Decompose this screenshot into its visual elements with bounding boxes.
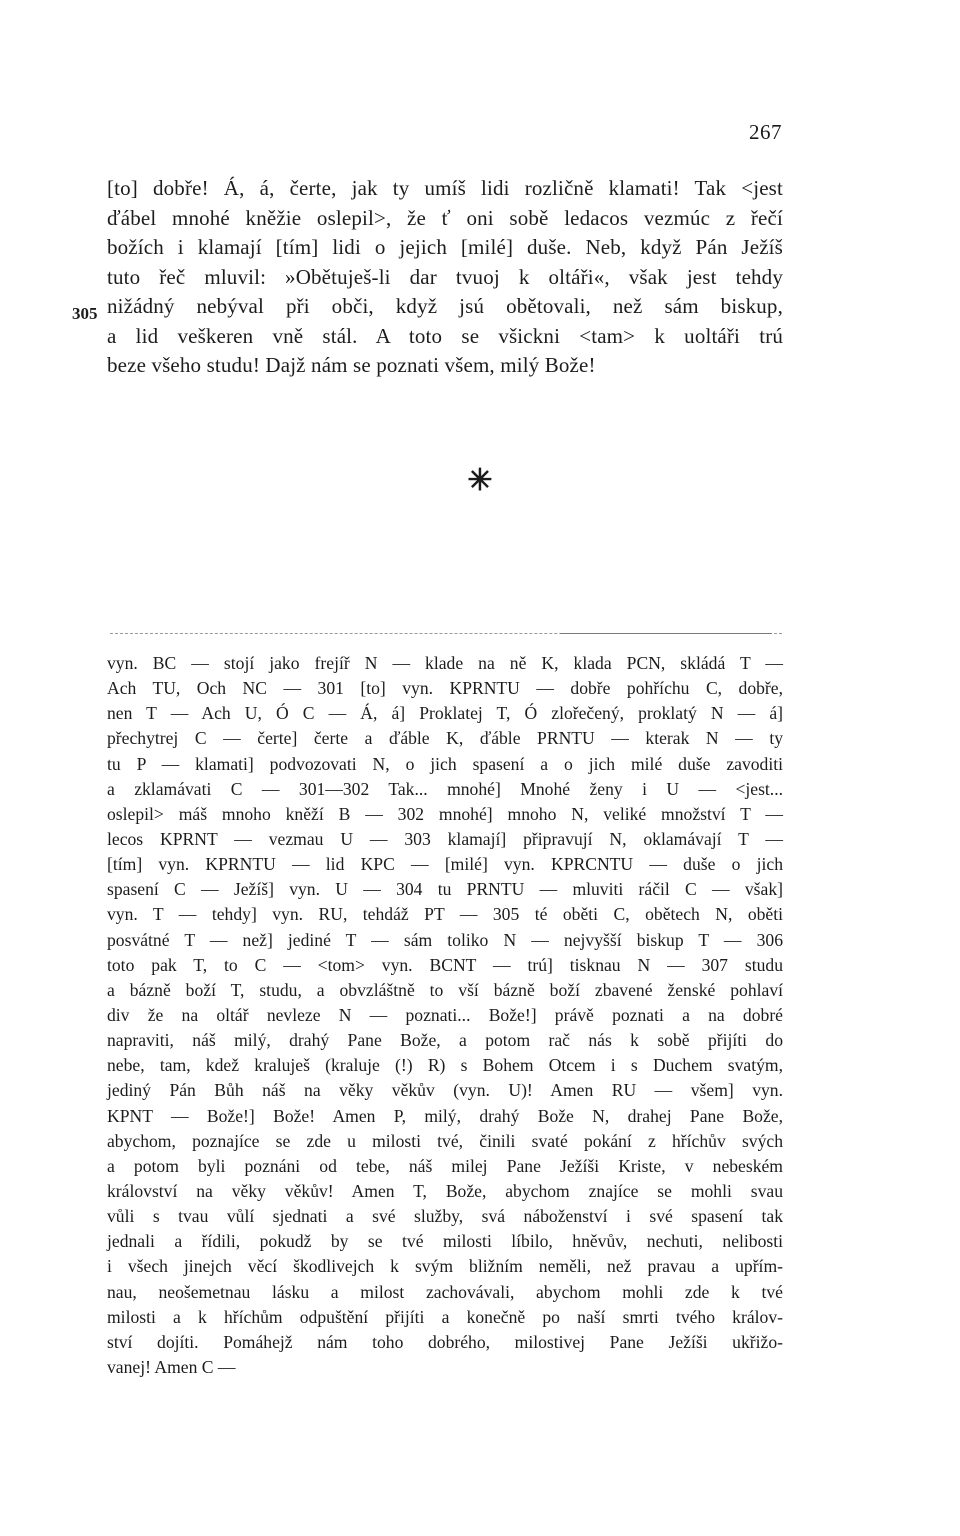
apparatus-line: oslepil> máš mnoho kněží B — 302 mnohé] mnoho N, veliké množství T — bbox=[107, 803, 783, 824]
apparatus-line: a bázně boží T, studu, a obvzláštně to vší bázně boží zbavené ženské pohlaví bbox=[107, 979, 783, 1000]
apparatus-line: jediný Pán Bůh náš na věky věkův (vyn. U)! Amen RU — všem] vyn. bbox=[107, 1080, 783, 1101]
main-text-line: tuto řeč mluvil: »Obětuješ-li dar tvuoj k oltáři«, však jest tehdy bbox=[107, 264, 783, 289]
apparatus-line: KPNT — Bože!] Bože! Amen P, milý, drahý Bože N, drahej Pane Bože, bbox=[107, 1105, 783, 1126]
main-text-line: beze všeho studu! Dajž nám se poznati všem, milý Bože! bbox=[107, 353, 596, 377]
apparatus-line: napraviti, náš milý, drahý Pane Bože, a potom rač nás k sobě přijíti do bbox=[107, 1030, 783, 1051]
apparatus-line: posvátné T — než] jediné T — sám toliko N — nejvyšší biskup T — 306 bbox=[107, 929, 783, 950]
apparatus-line: a potom byli poznáni od tebe, náš milej Pane Ježíši Kriste, v nebeském bbox=[107, 1155, 783, 1176]
apparatus-line: nen T — Ach U, Ó C — Á, á] Proklatej T, Ó zlořečený, proklatý N — á] bbox=[107, 703, 783, 724]
main-text bbox=[107, 174, 783, 381]
footnote-separator-rule bbox=[560, 633, 772, 634]
apparatus-line: toto pak T, to C — <tom> vyn. BCNT — trú] tisknau N — 307 studu bbox=[107, 954, 783, 975]
apparatus-line: spasení C — Ježíš] vyn. U — 304 tu PRNTU — mluviti ráčil C — však] bbox=[107, 879, 783, 900]
apparatus-line: tu P — klamati] podvozovati N, o jich spasení a o jich milé duše zavoditi bbox=[107, 753, 783, 774]
apparatus-line: vyn. BC — stojí jako frejíř N — klade na ně K, klada PCN, skládá T — bbox=[107, 653, 783, 673]
main-text-line: nižádný nebýval při obči, když jsú obětovali, než sám biskup, bbox=[107, 294, 783, 318]
apparatus-line: království na věky věkův! Amen T, Bože, abychom znajíce se mohli svau bbox=[107, 1180, 783, 1201]
page-number: 267 bbox=[749, 120, 782, 144]
verse-marker: 305 bbox=[72, 304, 98, 323]
apparatus-line: přechytrej C — čerte] čerte a ďáble K, ďáble PRNTU — kterak N — ty bbox=[107, 728, 783, 749]
apparatus-line: milosti a k hříchům odpuštění přijíti a konečně po naší smrti tvého králov- bbox=[107, 1306, 783, 1327]
apparatus-line: abychom, poznajíce se zde u milosti tvé, činili svaté pokání z hříchův svých bbox=[107, 1130, 783, 1151]
critical-apparatus bbox=[107, 651, 783, 1380]
apparatus-line: div že na oltář nevleze N — poznati... Bože!] právě poznati a na dobré bbox=[107, 1004, 783, 1025]
apparatus-line: jednali a řídili, pokudž by se tvé milosti líbilo, hněvův, nechuti, nelibosti bbox=[107, 1231, 783, 1252]
main-text-line: a lid veškeren vně stál. A toto se všickni <tam> k uoltáři trú bbox=[107, 323, 783, 348]
main-text-line: božích i klamají [tím] lidi o jejich [milé] duše. Neb, když Pán Ježíš bbox=[107, 235, 783, 259]
apparatus-line: Ach TU, Och NC — 301 [to] vyn. KPRNTU — dobře pohříchu C, dobře, bbox=[107, 678, 783, 699]
main-text-line: [to] dobře! Á, á, čerte, jak ty umíš lidi rozličně klamati! Tak <jest bbox=[107, 176, 783, 200]
apparatus-line: vyn. T — tehdy] vyn. RU, tehdáž PT — 305 té oběti C, obětech N, oběti bbox=[107, 904, 783, 925]
apparatus-line: lecos KPRNT — vezmau U — 303 klamají] připravují N, oklamávají T — bbox=[107, 828, 783, 849]
apparatus-line: ství dojíti. Pomáhejž nám toho dobrého, milostivej Pane Ježíši ukřižo- bbox=[107, 1331, 783, 1352]
apparatus-line: a zklamávati C — 301—302 Tak... mnohé] Mnohé ženy i U — <jest... bbox=[107, 778, 783, 799]
apparatus-line: nau, neošemetnau lásku a milost zachovávali, abychom mohli zde k tvé bbox=[107, 1281, 783, 1302]
apparatus-line: [tím] vyn. KPRNTU — lid KPC — [milé] vyn. KPRCNTU — duše o jich bbox=[107, 854, 783, 875]
main-text-line: ďábel mnohé kněžie oslepil>, že ť oni sobě ledacos vezmúc z řečí bbox=[107, 205, 783, 230]
apparatus-line: vanej! Amen C — bbox=[107, 1356, 236, 1377]
apparatus-line: nebe, tam, kdež kraluješ (kraluje (!) R) s Bohem Otcem i s Duchem svatým, bbox=[107, 1055, 783, 1076]
apparatus-line: vůli s tvau vůlí sjednati a své služby, svá náboženství i své spasení tak bbox=[107, 1206, 783, 1227]
section-ornament: ✳ bbox=[467, 464, 493, 497]
apparatus-line: i všech jinejch věcí škodlivejch k svým bližním neměli, než pravau a upřím- bbox=[107, 1256, 783, 1277]
